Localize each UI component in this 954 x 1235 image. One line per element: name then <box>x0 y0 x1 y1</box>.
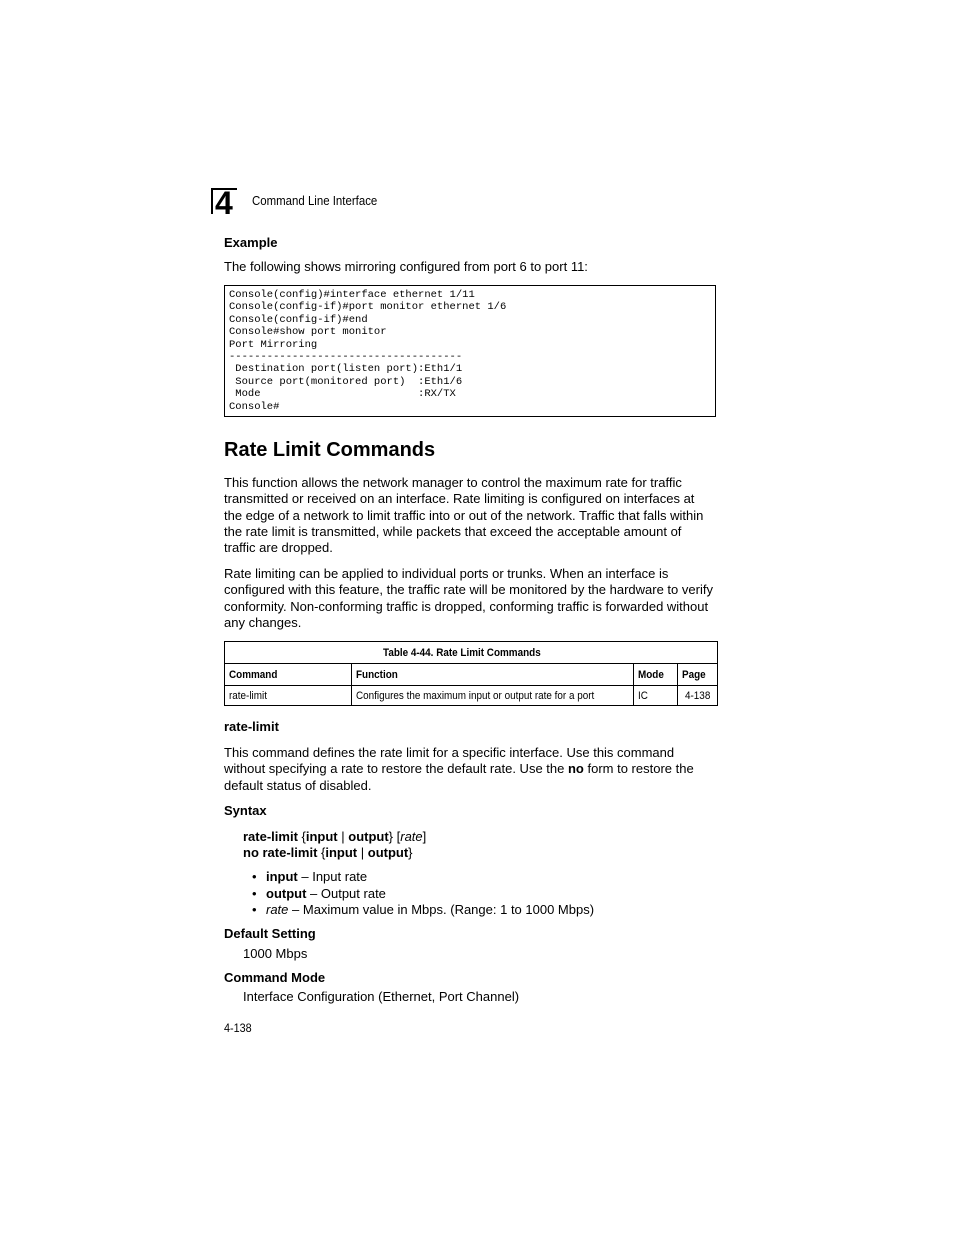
section-title: Rate Limit Commands <box>224 439 436 461</box>
default-setting-heading: Default Setting <box>224 926 316 941</box>
cell-function: Configures the maximum input or output rate for a port <box>352 686 634 706</box>
column-header-command: Command <box>225 664 352 686</box>
code-example-box <box>224 285 716 417</box>
section-paragraph-1: This function allows the network manager to control the maximum rate for traffic transmitted or received on an interface. Rate limiting is configured on interfaces at the edge of a network to limit traffic into or out of the network. Traffic that falls within the rate limit is transmitted, while packets that exceed the acceptable amount of traffic are dropped. <box>224 475 704 556</box>
table-row <box>225 686 718 706</box>
table-header-row <box>225 664 718 686</box>
syntax-heading: Syntax <box>224 803 267 818</box>
default-setting-value: 1000 Mbps <box>243 946 308 961</box>
command-name-heading: rate-limit <box>224 719 279 734</box>
cell-command: rate-limit <box>225 686 352 706</box>
column-header-mode: Mode <box>634 664 678 686</box>
list-item: • output – Output rate <box>252 885 386 901</box>
list-item: • rate – Maximum value in Mbps. (Range: 1 to 1000 Mbps) <box>252 902 595 918</box>
table-caption: Table 4-44. Rate Limit Commands <box>225 642 718 664</box>
rate-limit-commands-table <box>224 641 718 706</box>
no-keyword: no <box>567 761 584 777</box>
chapter-number: 4 <box>211 188 237 214</box>
cell-page: 4-138 <box>678 686 718 706</box>
column-header-page: Page <box>678 664 718 686</box>
code-example: Console(config)#interface ethernet 1/11 Console(config-if)#port monitor ethernet 1/6 Console(config-if)#end Console#show port monitor Port Mirroring ------------------------------------- Destination port(listen port):Eth1/1 Source port(monitored port) :Eth1/6 Mode :RX/TX Console# <box>229 289 507 413</box>
example-intro: The following shows mirroring configured from port 6 to port 11: <box>224 259 588 274</box>
running-title: Command Line Interface <box>252 193 378 208</box>
parameter-list <box>252 869 594 919</box>
cell-mode: IC <box>634 686 678 706</box>
command-description: This command defines the rate limit for a specific interface. Use this command without specifying a rate to restore the default rate. Use the no form to restore the default status of disabled. <box>224 745 694 793</box>
syntax-line-1: rate-limit {input | output} [rate] <box>243 829 427 844</box>
column-header-function: Function <box>352 664 634 686</box>
list-item: • input – Input rate <box>252 869 368 884</box>
page-number: 4-138 <box>224 1021 252 1035</box>
syntax-line-2: no rate-limit {input | output} <box>243 845 413 860</box>
command-mode-value: Interface Configuration (Ethernet, Port Channel) <box>243 989 520 1004</box>
example-heading: Example <box>224 235 278 250</box>
section-paragraph-2: Rate limiting can be applied to individual ports or trunks. When an interface is configured with this feature, the traffic rate will be monitored by the hardware to verify conformity. Non-conforming traffic is dropped, conforming traffic is forwarded without any changes. <box>224 566 713 630</box>
command-mode-heading: Command Mode <box>224 970 326 985</box>
